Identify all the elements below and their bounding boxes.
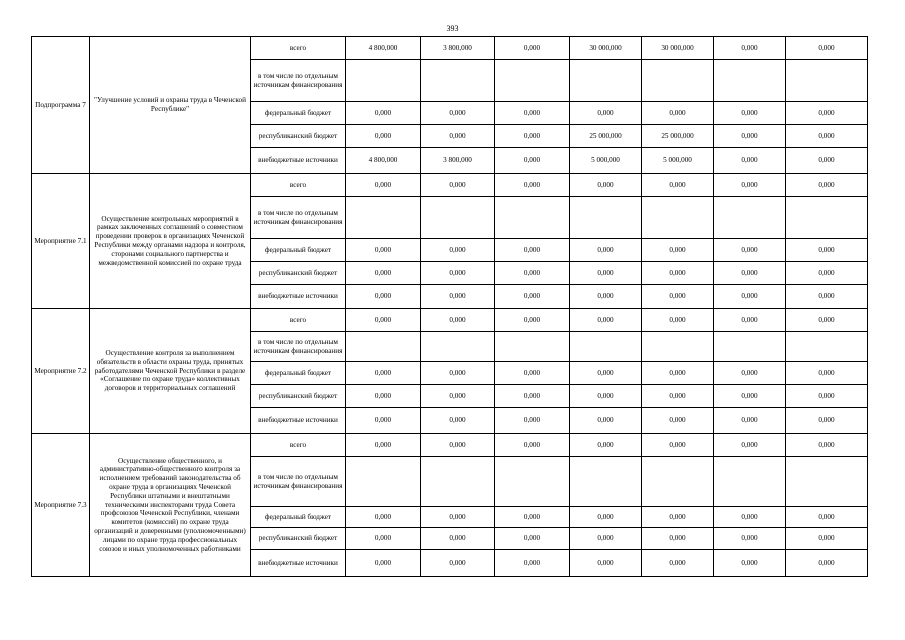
value-cell: 0,000 — [495, 434, 570, 457]
value-cell — [421, 197, 495, 239]
funding-source-label: в том числе по отдельным источникам финансирования — [251, 457, 346, 507]
value-cell — [786, 332, 868, 362]
value-cell — [495, 60, 570, 102]
value-cell: 0,000 — [786, 408, 868, 434]
funding-source-label: внебюджетные источники — [251, 148, 346, 174]
value-cell: 0,000 — [642, 102, 714, 125]
value-cell: 0,000 — [346, 528, 421, 550]
value-cell: 0,000 — [714, 528, 786, 550]
value-cell: 0,000 — [642, 262, 714, 285]
value-cell: 0,000 — [714, 550, 786, 577]
value-cell: 0,000 — [346, 507, 421, 528]
value-cell — [495, 332, 570, 362]
value-cell: 0,000 — [642, 507, 714, 528]
value-cell: 0,000 — [714, 125, 786, 148]
value-cell: 0,000 — [642, 309, 714, 332]
value-cell: 3 800,000 — [421, 148, 495, 174]
value-cell: 0,000 — [346, 174, 421, 197]
value-cell: 0,000 — [714, 385, 786, 408]
value-cell: 0,000 — [570, 239, 642, 262]
value-cell: 0,000 — [346, 550, 421, 577]
value-cell: 0,000 — [495, 285, 570, 309]
value-cell: 4 800,000 — [346, 148, 421, 174]
value-cell: 0,000 — [495, 37, 570, 60]
value-cell: 0,000 — [642, 362, 714, 385]
value-cell: 0,000 — [714, 262, 786, 285]
table-row — [32, 434, 868, 457]
funding-source-label: всего — [251, 434, 346, 457]
section-description: Осуществление контрольных мероприятий в рамках заключенных соглашений о совместном проведении проверок в организациях Чеченской Республики между органами надзора и контроля, сторонами социального партнерства и межведомственной комиссией по охране труда — [90, 174, 251, 309]
value-cell: 0,000 — [421, 408, 495, 434]
value-cell: 30 000,000 — [570, 37, 642, 60]
value-cell — [786, 60, 868, 102]
value-cell: 0,000 — [786, 385, 868, 408]
funding-source-label: республиканский бюджет — [251, 385, 346, 408]
section-code: Мероприятие 7.1 — [32, 174, 90, 309]
value-cell — [570, 60, 642, 102]
value-cell — [786, 457, 868, 507]
value-cell: 0,000 — [421, 102, 495, 125]
funding-source-label: федеральный бюджет — [251, 239, 346, 262]
value-cell: 0,000 — [642, 550, 714, 577]
value-cell: 0,000 — [346, 362, 421, 385]
value-cell: 0,000 — [786, 174, 868, 197]
value-cell: 0,000 — [642, 528, 714, 550]
value-cell: 0,000 — [421, 174, 495, 197]
value-cell: 0,000 — [346, 262, 421, 285]
value-cell: 0,000 — [346, 309, 421, 332]
value-cell: 0,000 — [570, 408, 642, 434]
value-cell: 0,000 — [495, 408, 570, 434]
value-cell — [642, 60, 714, 102]
section-code: Подпрограмма 7 — [32, 37, 90, 174]
value-cell: 0,000 — [346, 285, 421, 309]
funding-source-label: в том числе по отдельным источникам финансирования — [251, 197, 346, 239]
value-cell: 0,000 — [421, 262, 495, 285]
value-cell: 0,000 — [570, 102, 642, 125]
value-cell: 0,000 — [642, 385, 714, 408]
value-cell: 0,000 — [714, 102, 786, 125]
value-cell: 0,000 — [570, 550, 642, 577]
funding-source-label: в том числе по отдельным источникам финансирования — [251, 332, 346, 362]
value-cell: 0,000 — [570, 285, 642, 309]
value-cell: 0,000 — [421, 550, 495, 577]
value-cell: 0,000 — [495, 174, 570, 197]
value-cell: 0,000 — [421, 362, 495, 385]
value-cell: 0,000 — [421, 285, 495, 309]
value-cell: 0,000 — [786, 309, 868, 332]
value-cell: 0,000 — [495, 262, 570, 285]
value-cell: 0,000 — [495, 309, 570, 332]
value-cell: 4 800,000 — [346, 37, 421, 60]
value-cell — [495, 197, 570, 239]
value-cell: 0,000 — [570, 174, 642, 197]
section-code: Мероприятие 7.2 — [32, 309, 90, 434]
funding-source-label: внебюджетные источники — [251, 285, 346, 309]
funding-source-label: республиканский бюджет — [251, 262, 346, 285]
value-cell: 25 000,000 — [570, 125, 642, 148]
value-cell: 0,000 — [570, 507, 642, 528]
funding-source-label: всего — [251, 37, 346, 60]
value-cell: 0,000 — [346, 239, 421, 262]
value-cell: 0,000 — [786, 285, 868, 309]
value-cell: 0,000 — [421, 239, 495, 262]
value-cell: 0,000 — [421, 385, 495, 408]
value-cell: 0,000 — [786, 550, 868, 577]
value-cell: 25 000,000 — [642, 125, 714, 148]
value-cell — [570, 332, 642, 362]
value-cell: 0,000 — [421, 309, 495, 332]
value-cell: 0,000 — [570, 262, 642, 285]
value-cell: 0,000 — [786, 528, 868, 550]
value-cell — [570, 197, 642, 239]
funding-source-label: внебюджетные источники — [251, 550, 346, 577]
value-cell: 0,000 — [714, 408, 786, 434]
funding-source-label: республиканский бюджет — [251, 125, 346, 148]
value-cell — [495, 457, 570, 507]
value-cell: 0,000 — [714, 434, 786, 457]
table-row — [32, 37, 868, 60]
value-cell: 0,000 — [642, 239, 714, 262]
value-cell — [786, 197, 868, 239]
value-cell: 0,000 — [642, 174, 714, 197]
budget-table — [31, 36, 868, 577]
value-cell: 0,000 — [786, 37, 868, 60]
value-cell — [421, 332, 495, 362]
table-row — [32, 174, 868, 197]
funding-source-label: внебюджетные источники — [251, 408, 346, 434]
value-cell: 0,000 — [714, 148, 786, 174]
table-row — [32, 309, 868, 332]
value-cell: 5 000,000 — [642, 148, 714, 174]
value-cell: 0,000 — [495, 385, 570, 408]
value-cell: 0,000 — [570, 309, 642, 332]
funding-source-label: федеральный бюджет — [251, 362, 346, 385]
value-cell: 0,000 — [346, 102, 421, 125]
value-cell: 0,000 — [346, 385, 421, 408]
value-cell: 0,000 — [714, 37, 786, 60]
value-cell: 0,000 — [714, 309, 786, 332]
value-cell: 0,000 — [642, 285, 714, 309]
value-cell: 0,000 — [346, 408, 421, 434]
value-cell — [642, 457, 714, 507]
value-cell: 0,000 — [786, 262, 868, 285]
value-cell: 0,000 — [570, 528, 642, 550]
value-cell: 0,000 — [495, 550, 570, 577]
value-cell: 0,000 — [786, 362, 868, 385]
funding-source-label: в том числе по отдельным источникам финансирования — [251, 60, 346, 102]
value-cell: 0,000 — [346, 125, 421, 148]
value-cell: 0,000 — [495, 148, 570, 174]
value-cell: 0,000 — [421, 507, 495, 528]
value-cell: 0,000 — [786, 125, 868, 148]
section-description: "Улучшение условий и охраны труда в Чеченской Республике" — [90, 37, 251, 174]
funding-source-label: всего — [251, 309, 346, 332]
value-cell: 0,000 — [642, 408, 714, 434]
value-cell — [346, 457, 421, 507]
value-cell: 0,000 — [495, 528, 570, 550]
value-cell — [714, 457, 786, 507]
value-cell — [642, 332, 714, 362]
section-code: Мероприятие 7.3 — [32, 434, 90, 577]
value-cell: 0,000 — [570, 434, 642, 457]
value-cell: 0,000 — [570, 362, 642, 385]
value-cell: 0,000 — [714, 507, 786, 528]
value-cell — [421, 457, 495, 507]
value-cell: 0,000 — [495, 102, 570, 125]
value-cell — [346, 60, 421, 102]
value-cell: 0,000 — [714, 239, 786, 262]
value-cell: 0,000 — [714, 285, 786, 309]
value-cell — [346, 332, 421, 362]
value-cell: 0,000 — [346, 434, 421, 457]
page-number: 393 — [446, 24, 459, 33]
value-cell: 0,000 — [786, 239, 868, 262]
value-cell: 30 000,000 — [642, 37, 714, 60]
value-cell: 0,000 — [714, 362, 786, 385]
value-cell: 5 000,000 — [570, 148, 642, 174]
value-cell: 0,000 — [570, 385, 642, 408]
value-cell: 0,000 — [495, 507, 570, 528]
section-description: Осуществление контроля за выполнением обязательств в области охраны труда, принятых работодателями Чеченской Республики в разделе «Соглашение по охране труда» коллективных договоров и территориальных соглашений — [90, 309, 251, 434]
value-cell: 0,000 — [421, 125, 495, 148]
funding-source-label: федеральный бюджет — [251, 102, 346, 125]
value-cell: 0,000 — [495, 239, 570, 262]
value-cell: 0,000 — [714, 174, 786, 197]
value-cell: 0,000 — [786, 102, 868, 125]
value-cell — [421, 60, 495, 102]
value-cell — [714, 332, 786, 362]
value-cell: 3 800,000 — [421, 37, 495, 60]
value-cell — [642, 197, 714, 239]
value-cell: 0,000 — [642, 434, 714, 457]
funding-source-label: федеральный бюджет — [251, 507, 346, 528]
funding-source-label: всего — [251, 174, 346, 197]
value-cell — [570, 457, 642, 507]
value-cell — [346, 197, 421, 239]
value-cell: 0,000 — [786, 507, 868, 528]
value-cell: 0,000 — [495, 362, 570, 385]
funding-source-label: республиканский бюджет — [251, 528, 346, 550]
value-cell — [714, 197, 786, 239]
section-description: Осуществление общественного, и административно-общественного контроля за исполнением требований законодательства об охране труда в организациях Чеченской Республики штатными и внештатными техническими инспекторами труда Совета профсоюзов Чеченской Республики, членами комитетов (комиссий) по охране труда организаций и доверенными (уполномоченными) лицами по охране труда профессиональных союзов и иных уполномоченных работниками — [90, 434, 251, 577]
value-cell — [714, 60, 786, 102]
value-cell: 0,000 — [421, 434, 495, 457]
value-cell: 0,000 — [495, 125, 570, 148]
value-cell: 0,000 — [421, 528, 495, 550]
value-cell: 0,000 — [786, 148, 868, 174]
value-cell: 0,000 — [786, 434, 868, 457]
